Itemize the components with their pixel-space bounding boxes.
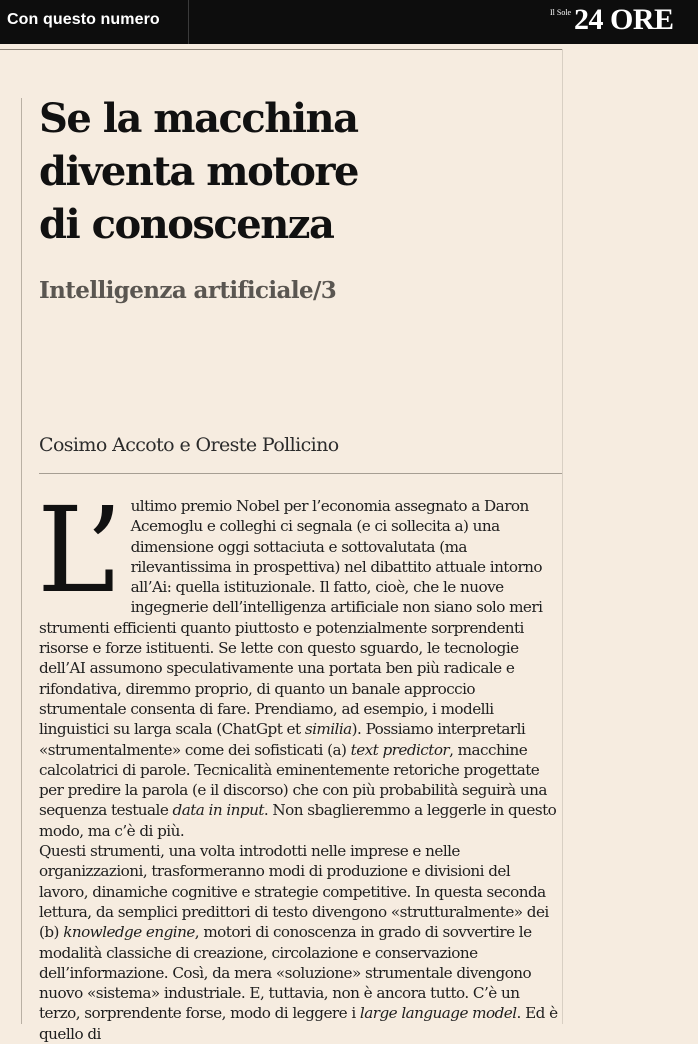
top-bar <box>0 0 698 44</box>
topbar-divider <box>188 0 189 44</box>
byline-rule <box>39 473 562 474</box>
headline-line: diventa motore <box>39 148 358 195</box>
logo-big-text: 24 ORE <box>574 3 674 36</box>
section-label[interactable]: Con questo numero <box>7 11 160 28</box>
text-run: , macchine calcolatrici di parole. Tecnicalità eminentemente retoriche progettate per predire la parola (e il discorso) che con più probabilità seguirà una sequenza testuale <box>39 740 547 820</box>
column-rule-right <box>562 49 563 1024</box>
authors-byline: Cosimo Accoto e Oreste Pollicino <box>39 434 339 456</box>
top-rule <box>0 49 562 50</box>
il-sole-24-ore-logo[interactable] <box>550 3 680 38</box>
column-rule-left <box>21 98 22 1024</box>
italic-run: similia <box>304 720 352 739</box>
headline <box>39 92 539 251</box>
headline-line: di conoscenza <box>39 201 334 248</box>
subtitle: Intelligenza artificiale/3 <box>39 277 337 304</box>
paragraph <box>39 841 559 1044</box>
text-run: . Ed è quello di <box>39 1004 558 1043</box>
italic-run: data in input <box>172 801 264 820</box>
text-run: Questi strumenti, una volta introdotti nelle imprese e nelle organizzazioni, trasformeranno modi di produzione e divisioni del lavoro, dinamiche cognitive e strategie competitive. In questa seconda lettura, da semplici predittori di testo divengono «strutturalmente» dei (b) <box>39 842 549 942</box>
logo-small-text: Il Sole <box>550 8 572 17</box>
text-run: ). Possiamo interpretarli «strumentalmente» come dei sofisticati (a) <box>39 720 526 759</box>
italic-run: text predictor <box>350 740 450 759</box>
text-run: . Non sbaglieremmo a leggerle in questo modo, ma c’è di più. <box>39 801 557 840</box>
text-run: , motori di conoscenza in grado di sovvertire le modalità classiche di creazione, circolazione e conservazione dell’informazione. Così, da mera «soluzione» strumentale divengono nuovo «sistema» industriale. E, tuttavia, non è ancora tutto. C’è un terzo, sorprendente forse, modo di leggere i <box>39 923 532 1023</box>
italic-run: large language model <box>359 1004 517 1023</box>
headline-line: Se la macchina <box>39 95 358 142</box>
text-run: ultimo premio Nobel per l’economia assegnato a Daron Acemoglu e colleghi ci segnala (e ci sollecita a) una dimensione oggi sottaciuta e sottovalutata (ma rilevantissima in prospettiva) nel dibattito attuale intorno all’Ai: quella istituzionale. Il fatto, cioè, che le nuove ingegnerie dell’intelligenza artificiale non siano solo meri strumenti efficienti quanto piuttosto e potenzialmente sorprendenti risorse e forze istituenti. Se lette con questo sguardo, le tecnologie dell’AI assumono speculativamente una portata ben più radicale e rifondativa, diremmo proprio, di quanto un banale approccio strumentale consenta di fare. Prendiamo, ad esempio, i modelli linguistici su larga scala (ChatGpt et <box>39 497 543 739</box>
drop-cap: L’ <box>37 481 121 619</box>
article-body <box>37 481 559 1044</box>
italic-run: knowledge engine <box>63 923 195 942</box>
